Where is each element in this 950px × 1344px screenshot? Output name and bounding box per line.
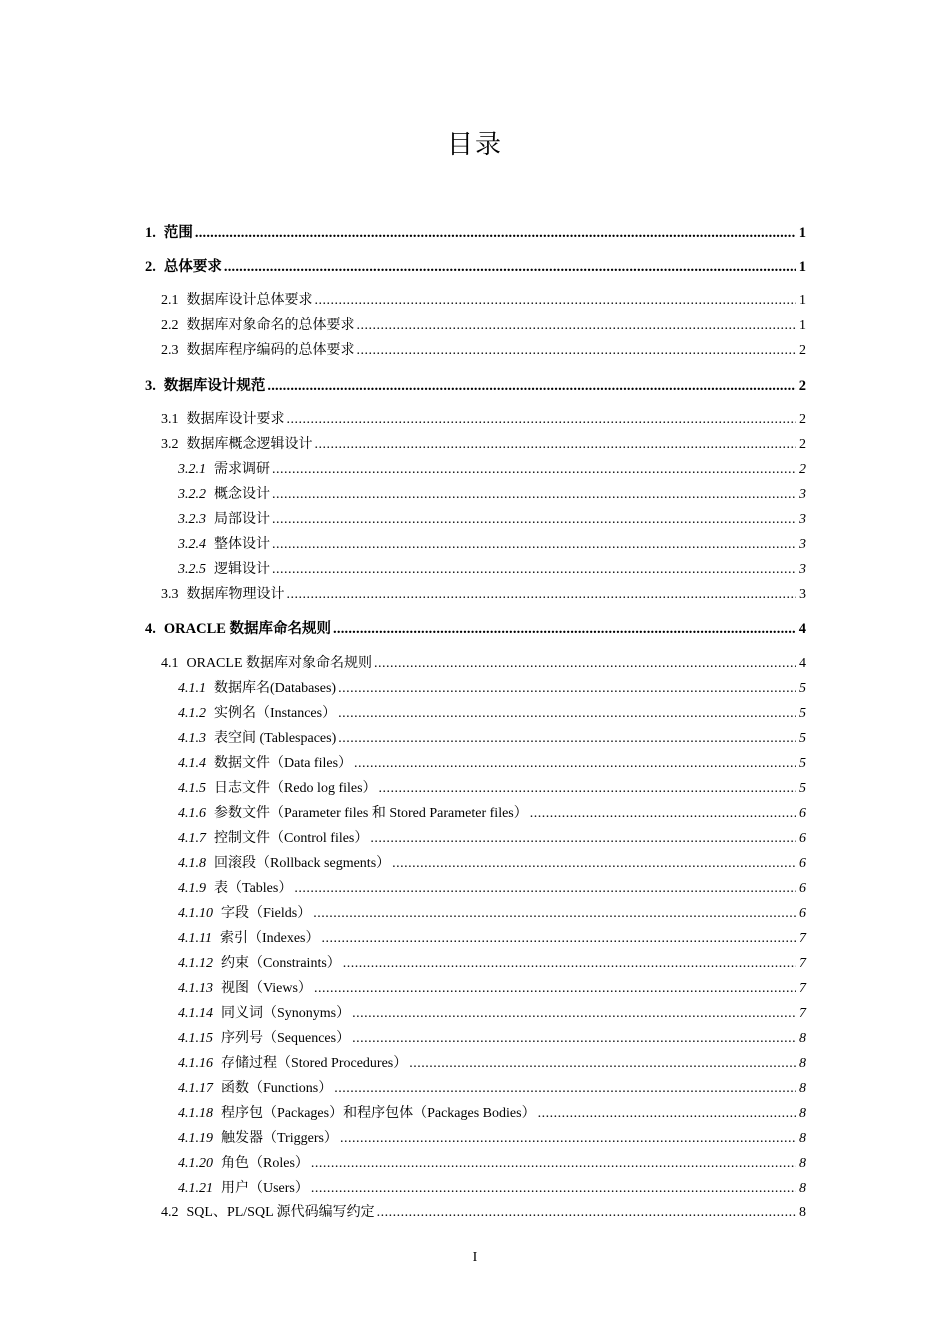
toc-entry-page: 7 bbox=[799, 931, 806, 946]
toc-entry[interactable] bbox=[161, 1204, 806, 1222]
toc-entry-page: 8 bbox=[799, 1131, 806, 1146]
toc-entry-number: 3. bbox=[145, 378, 156, 394]
toc-entry-page: 8 bbox=[799, 1156, 806, 1171]
toc-entry-title: 索引（Indexes） bbox=[219, 931, 320, 946]
leader-dots bbox=[354, 755, 796, 773]
leader-dots bbox=[338, 705, 796, 723]
toc-entry-number: 3.2.5 bbox=[178, 562, 206, 577]
toc-entry[interactable] bbox=[178, 830, 806, 848]
toc-entry-page: 8 bbox=[799, 1081, 806, 1096]
toc-entry-page: 8 bbox=[799, 1205, 806, 1220]
leader-dots bbox=[322, 930, 796, 948]
leader-dots bbox=[357, 342, 797, 360]
toc-entry[interactable] bbox=[161, 655, 806, 673]
toc-entry-page: 2 bbox=[799, 437, 806, 452]
toc-entry-page: 1 bbox=[799, 318, 806, 333]
toc-entry-title: 实例名（Instances） bbox=[214, 706, 337, 721]
toc-entry-page: 6 bbox=[799, 856, 806, 871]
toc-entry-page: 8 bbox=[799, 1106, 806, 1121]
toc-entry-number: 4.1.21 bbox=[178, 1181, 213, 1196]
toc-entry[interactable] bbox=[145, 224, 806, 242]
toc-entry-title: ORACLE 数据库对象命名规则 bbox=[186, 656, 372, 671]
toc-entry-title: 数据库设计总体要求 bbox=[186, 293, 313, 308]
toc-entry-number: 3.2.4 bbox=[178, 537, 206, 552]
leader-dots bbox=[272, 461, 796, 479]
toc-entry-title: 表空间 (Tablespaces) bbox=[214, 731, 337, 746]
leader-dots bbox=[409, 1055, 796, 1073]
leader-dots bbox=[343, 955, 796, 973]
toc-entry-number: 4.1.11 bbox=[178, 931, 212, 946]
toc-entry-title: 总体要求 bbox=[163, 259, 222, 275]
toc-entry-page: 2 bbox=[799, 462, 806, 477]
toc-entry-page: 5 bbox=[799, 756, 806, 771]
toc-entry-page: 4 bbox=[799, 656, 806, 671]
toc-entry-page: 6 bbox=[799, 806, 806, 821]
toc-entry-page: 8 bbox=[799, 1031, 806, 1046]
toc-entry-number: 3.2.3 bbox=[178, 512, 206, 527]
leader-dots bbox=[311, 1155, 796, 1173]
leader-dots bbox=[334, 1080, 796, 1098]
toc-entry-page: 5 bbox=[799, 781, 806, 796]
toc-entry-title: 数据库名(Databases) bbox=[214, 681, 337, 696]
toc-entry[interactable] bbox=[178, 1130, 806, 1148]
toc-entry-number: 4.1.6 bbox=[178, 806, 206, 821]
toc-entry[interactable] bbox=[178, 930, 806, 948]
toc-entry-title: 数据文件（Data files） bbox=[214, 756, 353, 771]
toc-entry-title: 数据库设计规范 bbox=[163, 378, 266, 394]
toc-entry-title: 存储过程（Stored Procedures） bbox=[221, 1056, 408, 1071]
toc-entry[interactable] bbox=[178, 755, 806, 773]
toc-entry-title: 需求调研 bbox=[214, 462, 270, 477]
toc-entry-number: 4.1.2 bbox=[178, 706, 206, 721]
leader-dots bbox=[338, 730, 796, 748]
toc-entry-number: 4.1.19 bbox=[178, 1131, 213, 1146]
toc-entry[interactable] bbox=[178, 1080, 806, 1098]
toc-entry-title: 整体设计 bbox=[214, 537, 270, 552]
toc-entry-number: 2.3 bbox=[161, 343, 179, 358]
toc-entry-page: 1 bbox=[799, 293, 806, 308]
toc-entry-number: 3.2 bbox=[161, 437, 179, 452]
toc-entry-number: 4.1.4 bbox=[178, 756, 206, 771]
toc-entry-title: 回滚段（Rollback segments） bbox=[214, 856, 391, 871]
toc-entry-page: 7 bbox=[799, 956, 806, 971]
toc-entry-page: 8 bbox=[799, 1056, 806, 1071]
toc-entry-number: 4.1.9 bbox=[178, 881, 206, 896]
toc-entry-page: 2 bbox=[799, 343, 806, 358]
toc-entry-number: 4.1.3 bbox=[178, 731, 206, 746]
toc-entry-title: 范围 bbox=[163, 225, 193, 241]
leader-dots bbox=[377, 1204, 796, 1222]
toc-entry-title: 日志文件（Redo log files） bbox=[214, 781, 377, 796]
toc-entry[interactable] bbox=[178, 561, 806, 579]
leader-dots bbox=[315, 292, 797, 310]
leader-dots bbox=[195, 224, 796, 242]
toc-entry-title: 同义词（Synonyms） bbox=[221, 1006, 351, 1021]
toc-entry-number: 4.1.13 bbox=[178, 981, 213, 996]
toc-entry-number: 4.1.10 bbox=[178, 906, 213, 921]
toc-entry-number: 4.1 bbox=[161, 656, 179, 671]
leader-dots bbox=[315, 436, 797, 454]
toc-entry-page: 3 bbox=[799, 587, 806, 602]
toc-entry[interactable] bbox=[145, 620, 806, 638]
toc-entry[interactable] bbox=[145, 258, 806, 276]
leader-dots bbox=[370, 830, 796, 848]
toc-entry[interactable] bbox=[178, 1005, 806, 1023]
leader-dots bbox=[379, 780, 796, 798]
toc-entry-title: 约束（Constraints） bbox=[221, 956, 341, 971]
toc-entry-page: 3 bbox=[799, 512, 806, 527]
toc-entry-number: 4.1.16 bbox=[178, 1056, 213, 1071]
toc-entry[interactable] bbox=[161, 292, 806, 310]
toc-entry[interactable] bbox=[178, 855, 806, 873]
toc-entry[interactable] bbox=[178, 680, 806, 698]
toc-entry-title: SQL、PL/SQL 源代码编写约定 bbox=[186, 1205, 375, 1220]
toc-entry-title: 数据库概念逻辑设计 bbox=[186, 437, 313, 452]
toc-entry-title: 局部设计 bbox=[214, 512, 270, 527]
toc-entry-title: 触发器（Triggers） bbox=[221, 1131, 338, 1146]
toc-entry[interactable] bbox=[178, 486, 806, 504]
page-title: 目录 bbox=[446, 130, 503, 159]
toc-entry[interactable] bbox=[161, 317, 806, 335]
leader-dots bbox=[311, 1180, 796, 1198]
leader-dots bbox=[272, 511, 796, 529]
leader-dots bbox=[340, 1130, 796, 1148]
toc-entry[interactable] bbox=[161, 411, 806, 429]
leader-dots bbox=[294, 880, 796, 898]
toc-entry[interactable] bbox=[178, 1030, 806, 1048]
toc-entry-number: 3.2.1 bbox=[178, 462, 206, 477]
toc-entry[interactable] bbox=[178, 511, 806, 529]
toc-entry-title: 序列号（Sequences） bbox=[221, 1031, 351, 1046]
toc-entry-title: 程序包（Packages）和程序包体（Packages Bodies） bbox=[221, 1106, 536, 1121]
toc-entry[interactable] bbox=[178, 730, 806, 748]
toc-entry[interactable] bbox=[178, 536, 806, 554]
toc-entry[interactable] bbox=[178, 1105, 806, 1123]
toc-entry-number: 2.2 bbox=[161, 318, 179, 333]
toc-entry-number: 4.1.14 bbox=[178, 1006, 213, 1021]
leader-dots bbox=[338, 680, 796, 698]
toc-entry-page: 6 bbox=[799, 831, 806, 846]
toc-entry-title: 数据库程序编码的总体要求 bbox=[186, 343, 355, 358]
toc-entry-page: 3 bbox=[799, 562, 806, 577]
leader-dots bbox=[357, 317, 797, 335]
toc-entry-number: 4.1.20 bbox=[178, 1156, 213, 1171]
leader-dots bbox=[287, 586, 797, 604]
toc-entry[interactable] bbox=[161, 436, 806, 454]
leader-dots bbox=[374, 655, 796, 673]
toc-entry-title: 控制文件（Control files） bbox=[214, 831, 369, 846]
toc-entry-title: 函数（Functions） bbox=[221, 1081, 333, 1096]
toc-entry-number: 4.1.15 bbox=[178, 1031, 213, 1046]
toc-entry-number: 4.1.18 bbox=[178, 1106, 213, 1121]
toc-entry-number: 4.1.17 bbox=[178, 1081, 213, 1096]
toc-entry-page: 3 bbox=[799, 487, 806, 502]
toc-entry[interactable] bbox=[178, 955, 806, 973]
toc-entry[interactable] bbox=[161, 586, 806, 604]
toc-entry-page: 1 bbox=[798, 225, 806, 241]
toc-entry-page: 5 bbox=[799, 706, 806, 721]
toc-entry-number: 3.3 bbox=[161, 587, 179, 602]
toc-entry-number: 4.1.1 bbox=[178, 681, 206, 696]
toc-entry[interactable] bbox=[145, 377, 806, 395]
leader-dots bbox=[333, 620, 796, 638]
toc-entry-page: 5 bbox=[799, 681, 806, 696]
leader-dots bbox=[392, 855, 796, 873]
toc-entry-number: 2.1 bbox=[161, 293, 179, 308]
toc-entry-title: 字段（Fields） bbox=[221, 906, 312, 921]
toc-entry-title: 角色（Roles） bbox=[221, 1156, 309, 1171]
toc-entry-page: 2 bbox=[799, 412, 806, 427]
toc-entry-title: 数据库物理设计 bbox=[186, 587, 285, 602]
leader-dots bbox=[352, 1030, 796, 1048]
page-number: I bbox=[472, 1250, 478, 1265]
leader-dots bbox=[272, 536, 796, 554]
toc-entry[interactable] bbox=[178, 805, 806, 823]
toc-entry-number: 3.1 bbox=[161, 412, 179, 427]
toc-entry-title: ORACLE 数据库命名规则 bbox=[163, 621, 332, 637]
toc-entry[interactable] bbox=[161, 342, 806, 360]
toc-entry-title: 数据库设计要求 bbox=[186, 412, 285, 427]
toc-entry[interactable] bbox=[178, 461, 806, 479]
toc-entry-page: 8 bbox=[799, 1181, 806, 1196]
toc-entry-title: 参数文件（Parameter files 和 Stored Parameter files） bbox=[214, 806, 528, 821]
toc-entry-page: 1 bbox=[798, 259, 806, 275]
toc-entry-page: 3 bbox=[799, 537, 806, 552]
leader-dots bbox=[224, 258, 796, 276]
toc-entry-number: 3.2.2 bbox=[178, 487, 206, 502]
toc-entry[interactable] bbox=[178, 880, 806, 898]
toc-entry-number: 2. bbox=[145, 259, 156, 275]
toc-entry-page: 7 bbox=[799, 981, 806, 996]
toc-entry-page: 2 bbox=[798, 378, 806, 394]
leader-dots bbox=[272, 561, 796, 579]
toc-entry-page: 5 bbox=[799, 731, 806, 746]
toc-entry-title: 用户（Users） bbox=[221, 1181, 309, 1196]
leader-dots bbox=[267, 377, 796, 395]
toc-entry-number: 4. bbox=[145, 621, 156, 637]
toc-entry-number: 1. bbox=[145, 225, 156, 241]
toc-entry-page: 4 bbox=[798, 621, 806, 637]
toc-entry-page: 6 bbox=[799, 906, 806, 921]
toc-entry[interactable] bbox=[178, 1155, 806, 1173]
toc-entry-page: 7 bbox=[799, 1006, 806, 1021]
toc-entry-number: 4.1.8 bbox=[178, 856, 206, 871]
toc-entry[interactable] bbox=[178, 705, 806, 723]
toc-entry-title: 视图（Views） bbox=[221, 981, 312, 996]
toc-entry-title: 数据库对象命名的总体要求 bbox=[186, 318, 355, 333]
toc-entry-number: 4.1.7 bbox=[178, 831, 206, 846]
leader-dots bbox=[530, 805, 796, 823]
toc-entry-page: 6 bbox=[799, 881, 806, 896]
toc-entry-number: 4.1.5 bbox=[178, 781, 206, 796]
toc-entry[interactable] bbox=[178, 1180, 806, 1198]
leader-dots bbox=[287, 411, 797, 429]
leader-dots bbox=[538, 1105, 796, 1123]
toc-entry-title: 逻辑设计 bbox=[214, 562, 270, 577]
toc-entry[interactable] bbox=[178, 905, 806, 923]
leader-dots bbox=[313, 905, 796, 923]
toc-entry[interactable] bbox=[178, 980, 806, 998]
toc-entry-title: 概念设计 bbox=[214, 487, 270, 502]
toc-entry-number: 4.2 bbox=[161, 1205, 179, 1220]
toc-entry[interactable] bbox=[178, 780, 806, 798]
toc-entry-title: 表（Tables） bbox=[214, 881, 293, 896]
leader-dots bbox=[272, 486, 796, 504]
leader-dots bbox=[314, 980, 796, 998]
leader-dots bbox=[352, 1005, 796, 1023]
toc-entry-number: 4.1.12 bbox=[178, 956, 213, 971]
toc-entry[interactable] bbox=[178, 1055, 806, 1073]
